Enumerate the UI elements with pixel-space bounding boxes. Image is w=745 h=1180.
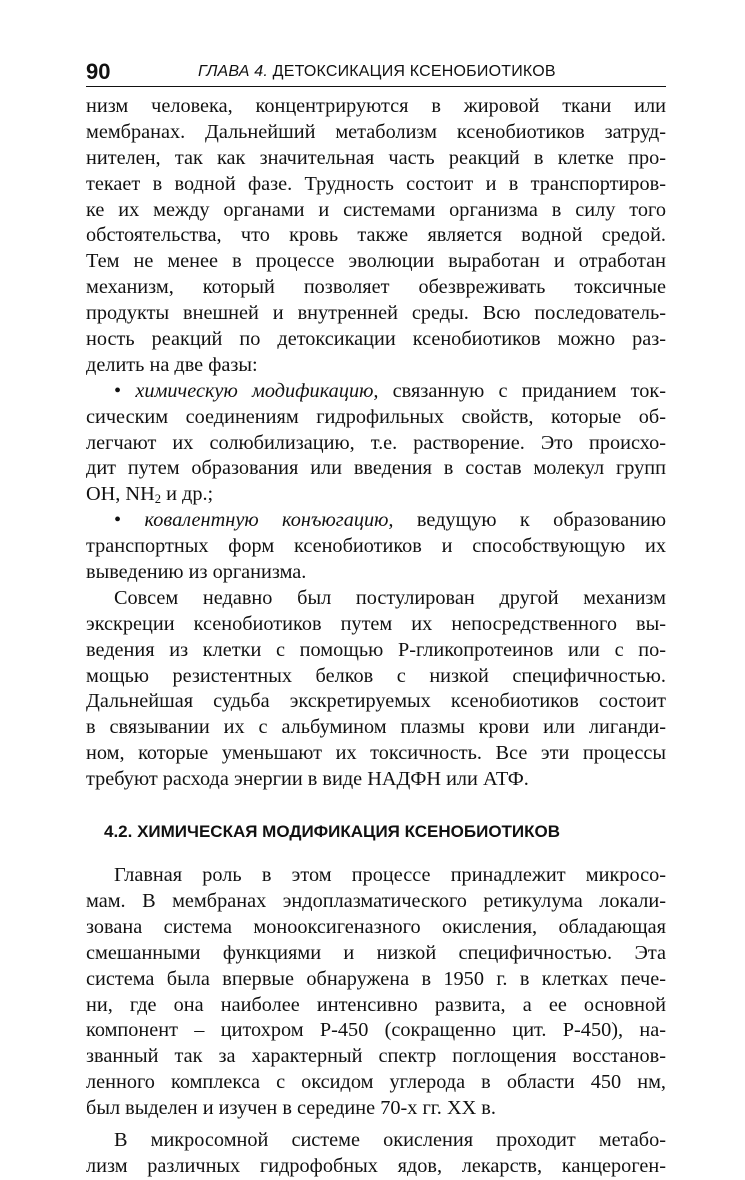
text-line: низм человека, концентрируются в жировой ткани или xyxy=(86,95,666,117)
text-line: компонент – цитохром Р-450 (сокращенно цит. Р-450), на- xyxy=(86,1019,666,1042)
chapter-label: ГЛАВА 4. xyxy=(198,63,269,80)
text-line: мощью резистентных белков с низкой специфичностью. xyxy=(86,664,666,687)
text-line: мам. В мембранах эндоплазматического ретикулума локали- xyxy=(86,889,666,912)
bullet-item-2 xyxy=(86,508,666,586)
bullet-term: химическую модификацию, xyxy=(135,379,379,402)
bullet-text: и др.; xyxy=(161,483,214,506)
text-line: сическим соединениям гидрофильных свойств, которые об- xyxy=(86,405,666,428)
text-line: званный так за характерный спектр поглощения восстанов- xyxy=(86,1045,666,1068)
page-header xyxy=(86,58,666,87)
text-line: был выделен и изучен в середине 70-х гг. XX в. xyxy=(86,1097,496,1120)
text-line: ность реакций по детоксикации ксенобиотиков можно раз- xyxy=(86,328,666,351)
text-line: В микросомной системе окисления проходит метабо- xyxy=(114,1128,666,1151)
text-line: мембранах. Дальнейший метаболизм ксенобиотиков затруд- xyxy=(86,120,666,143)
text-line: экскреции ксенобиотиков путем их непосредственного вы- xyxy=(86,612,666,635)
text-line xyxy=(86,482,666,508)
bullet-text: связанную с приданием ток- xyxy=(378,379,666,402)
text-line: зована система монооксигеназного окисления, обладающая xyxy=(86,915,666,938)
text-line: Совсем недавно был постулирован другой механизм xyxy=(114,586,666,609)
text-line: ленного комплекса с оксидом углерода в области 450 нм, xyxy=(86,1071,666,1094)
bullet-icon: • xyxy=(114,379,122,402)
text-line: в связывании их с альбумином плазмы крови или лиганди- xyxy=(86,716,666,739)
running-head xyxy=(198,62,556,82)
text-line xyxy=(86,379,666,405)
text-line: Тем не менее в процессе эволюции выработан и отработан xyxy=(86,250,666,273)
text-line: ведения из клетки с помощью Р-гликопротеинов или с по- xyxy=(86,638,666,661)
section-heading: 4.2. ХИМИЧЕСКАЯ МОДИФИКАЦИЯ КСЕНОБИОТИКОВ xyxy=(104,822,561,842)
bullet-icon: • xyxy=(114,509,122,532)
formula-text: OH, NH xyxy=(86,483,155,506)
page-number: 90 xyxy=(86,59,111,84)
body-text xyxy=(86,94,666,1180)
paragraph-4 xyxy=(86,1128,666,1180)
text-line: ни, где она наиболее интенсивно развита, а ее основной xyxy=(86,993,666,1016)
bullet-term: ковалентную конъюгацию, xyxy=(144,509,394,532)
bullet-text: ведущую к образованию xyxy=(393,509,666,532)
text-line: механизм, который позволяет обезвреживать токсичные xyxy=(86,276,666,299)
bullet-item-1 xyxy=(86,379,666,508)
text-line: лизм различных гидрофобных ядов, лекарств, канцероген- xyxy=(86,1154,666,1177)
text-line: легчают их солюбилизацию, т.е. растворение. Это происхо- xyxy=(86,431,666,454)
text-line: ном, которые уменьшают их токсичность. Все эти процессы xyxy=(86,742,666,765)
paragraph-2 xyxy=(86,586,666,793)
text-line: требуют расхода энергии в виде НАДФН или АТФ. xyxy=(86,768,529,791)
text-line: выведению из организма. xyxy=(86,561,307,584)
text-line: нителен, так как значительная часть реакций в клетке про- xyxy=(86,146,666,169)
formula-subscript: 2 xyxy=(154,492,162,507)
text-line: делить на две фазы: xyxy=(86,353,258,376)
text-line: смешанными функциями и низкой специфичностью. Эта xyxy=(86,941,666,964)
text-line: система была впервые обнаружена в 1950 г. в клетках пече- xyxy=(86,967,666,990)
text-line: продукты внешней и внутренней среды. Всю последователь- xyxy=(86,302,666,325)
paragraph-3 xyxy=(86,863,666,1122)
text-line: транспортных форм ксенобиотиков и способствующую их xyxy=(86,535,666,558)
text-line: Главная роль в этом процессе принадлежит микросо- xyxy=(114,864,666,887)
text-line: дит путем образования или введения в состав молекул групп xyxy=(86,457,666,480)
text-line: текает в водной фазе. Трудность состоит и в транспортиров- xyxy=(86,172,666,195)
text-line: ке их между органами и системами организма в силу того xyxy=(86,198,666,221)
paragraph-1 xyxy=(86,94,666,379)
text-line xyxy=(86,508,666,534)
chapter-title: ДЕТОКСИКАЦИЯ КСЕНОБИОТИКОВ xyxy=(272,63,556,80)
text-line: Дальнейшая судьба экскретируемых ксенобиотиков состоит xyxy=(86,690,666,713)
text-line: обстоятельства, что кровь также является водной средой. xyxy=(86,224,666,247)
